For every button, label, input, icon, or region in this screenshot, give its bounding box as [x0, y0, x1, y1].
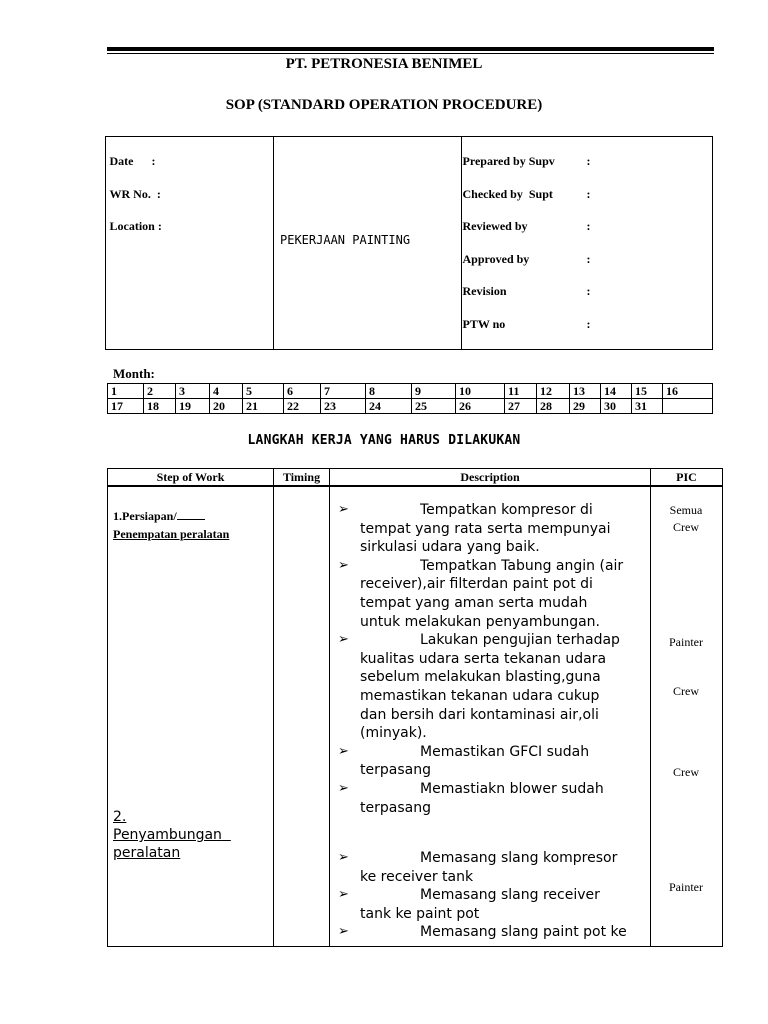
step2-text: Penyambungan: [113, 827, 222, 843]
wr-no-field: WR No. :: [109, 186, 161, 201]
description-item: [338, 849, 651, 886]
desc-line: Lakukan pengujian terhadap: [420, 632, 620, 649]
bullet-arrow-icon: ➢: [338, 780, 349, 796]
job-title: PEKERJAAN PAINTING: [280, 233, 411, 247]
description-item: [338, 501, 651, 557]
calendar-cell: 11: [505, 384, 537, 399]
calendar-row: [108, 399, 713, 414]
calendar-cell: 30: [601, 399, 632, 414]
calendar-cell: 14: [601, 384, 632, 399]
desc-line: Memastikan GFCI sudah: [420, 743, 590, 760]
top-rule-thick: [107, 47, 714, 51]
reviewed-by-label: Reviewed by: [462, 218, 528, 233]
calendar-cell: 4: [210, 384, 243, 399]
calendar-cell: 27: [505, 399, 537, 414]
steps-body-row: [108, 486, 723, 946]
calendar-cell: 23: [321, 399, 366, 414]
calendar-cell: [663, 399, 713, 414]
desc-line: Tempatkan Tabung angin (air: [420, 557, 624, 574]
calendar-cell: 18: [144, 399, 176, 414]
description-item: [338, 923, 651, 942]
calendar-cell: 2: [144, 384, 176, 399]
step1-title-line1: [113, 509, 205, 524]
calendar-cell: 17: [108, 399, 144, 414]
col-header-pic: PIC: [651, 469, 723, 487]
calendar-cell: 10: [456, 384, 505, 399]
desc-line: Tempatkan kompresor di: [420, 502, 593, 518]
pic-label: Semua: [669, 503, 703, 517]
desc-line: Memasang slang paint pot ke: [420, 924, 627, 941]
pic-label: Crew: [673, 765, 699, 779]
desc-line: memastikan tekanan udara cukup: [360, 687, 600, 704]
desc-line: Memasang slang kompresor: [420, 850, 618, 867]
desc-line: (minyak).: [360, 725, 427, 742]
step2-title-line2: peralatan: [113, 845, 181, 861]
bullet-arrow-icon: ➢: [338, 887, 349, 903]
job-title-cell: [274, 137, 462, 350]
desc-line: tempat yang rata serta mempunyai: [360, 520, 611, 537]
calendar-cell: 24: [366, 399, 412, 414]
revision-label: Revision: [462, 283, 507, 298]
desc-line: dan bersih dari kontaminasi air,oli: [360, 706, 599, 723]
calendar-cell: 1: [108, 384, 144, 399]
step1-text: 1.Persiapan/: [113, 509, 177, 523]
step1-title-line2: Penempatan peralatan: [113, 527, 230, 541]
ptw-no-label: PTW no: [462, 316, 506, 331]
date-field: Date :: [109, 153, 156, 168]
calendar-cell: 26: [456, 399, 505, 414]
description-list: [338, 501, 651, 942]
bullet-arrow-icon: ➢: [338, 924, 349, 940]
calendar-row: [108, 384, 713, 399]
pic-label: Painter: [669, 635, 703, 649]
timing-cell: [274, 486, 330, 946]
calendar-cell: 6: [284, 384, 321, 399]
calendar-cell: 21: [243, 399, 284, 414]
bullet-arrow-icon: ➢: [338, 743, 349, 759]
pic-label: Crew: [673, 684, 699, 698]
bullet-arrow-icon: ➢: [338, 850, 349, 866]
calendar-cell: 31: [632, 399, 663, 414]
prepared-by-label: Prepared by Supv: [462, 153, 555, 168]
description-item: [338, 886, 651, 923]
description-item: [338, 557, 651, 631]
desc-line: Memasang slang receiver: [420, 887, 600, 904]
prepared-by-colon: :: [586, 153, 591, 168]
calendar-cell: 7: [321, 384, 366, 399]
pic-label: Crew: [673, 520, 699, 534]
pic-label: Painter: [669, 880, 703, 894]
calendar-cell: 28: [537, 399, 570, 414]
location-field: Location :: [109, 218, 162, 233]
bullet-arrow-icon: ➢: [338, 502, 349, 517]
calendar-cell: 25: [412, 399, 456, 414]
calendar-cell: 3: [176, 384, 210, 399]
step2-title-line1: [113, 827, 231, 843]
calendar-cell: 12: [537, 384, 570, 399]
desc-line: kualitas udara serta tekanan udara: [360, 650, 607, 667]
bullet-arrow-icon: ➢: [338, 632, 349, 648]
approved-by-colon: :: [586, 251, 591, 266]
calendar-cell: 13: [570, 384, 601, 399]
month-calendar: [107, 383, 713, 414]
info-left-cell: [106, 137, 274, 350]
step-cell: [108, 486, 274, 946]
col-header-description: Description: [330, 469, 651, 487]
desc-line: terpasang: [360, 799, 431, 816]
description-item: [338, 780, 651, 817]
revision-colon: :: [586, 283, 591, 298]
steps-header-row: [108, 469, 723, 487]
desc-line: sirkulasi udara yang baik.: [360, 539, 540, 556]
top-rule-thin: [107, 53, 714, 54]
desc-line: tank ke paint pot: [360, 905, 480, 922]
reviewed-by-colon: :: [586, 218, 591, 233]
col-header-step: Step of Work: [108, 469, 274, 487]
calendar-cell: 20: [210, 399, 243, 414]
desc-line: Memastiakn blower sudah: [420, 780, 604, 797]
calendar-cell: 8: [366, 384, 412, 399]
info-table: [105, 136, 713, 350]
col-header-timing: Timing: [274, 469, 330, 487]
description-item: [338, 743, 651, 780]
calendar-cell: 22: [284, 399, 321, 414]
approved-by-label: Approved by: [462, 251, 530, 266]
description-item: [338, 631, 651, 743]
desc-line: receiver),air filterdan paint pot di: [360, 576, 593, 593]
desc-line: sebelum melakukan blasting,guna: [360, 669, 601, 686]
ptw-no-colon: :: [586, 316, 591, 331]
calendar-cell: 29: [570, 399, 601, 414]
desc-line: tempat yang aman serta mudah: [360, 594, 588, 611]
pic-cell: [651, 486, 723, 946]
info-right-cell: [462, 137, 713, 350]
calendar-cell: 5: [243, 384, 284, 399]
calendar-cell: 9: [412, 384, 456, 399]
calendar-cell: 15: [632, 384, 663, 399]
steps-heading: LANGKAH KERJA YANG HARUS DILAKUKAN: [247, 433, 521, 448]
step2-number: 2.: [113, 809, 127, 825]
calendar-cell: 16: [663, 384, 713, 399]
calendar-cell: 19: [176, 399, 210, 414]
checked-by-colon: :: [586, 186, 591, 201]
checked-by-label: Checked by Supt: [462, 186, 553, 201]
desc-line: ke receiver tank: [360, 868, 474, 885]
month-label: Month:: [113, 366, 155, 381]
description-cell: [330, 486, 651, 946]
company-name: PT. PETRONESIA BENIMEL: [285, 56, 483, 72]
desc-line: untuk melakukan penyambungan.: [360, 613, 600, 630]
bullet-arrow-icon: ➢: [338, 557, 349, 573]
document-title: SOP (STANDARD OPERATION PROCEDURE): [225, 97, 543, 113]
steps-table: [107, 468, 723, 947]
desc-line: terpasang: [360, 762, 431, 779]
